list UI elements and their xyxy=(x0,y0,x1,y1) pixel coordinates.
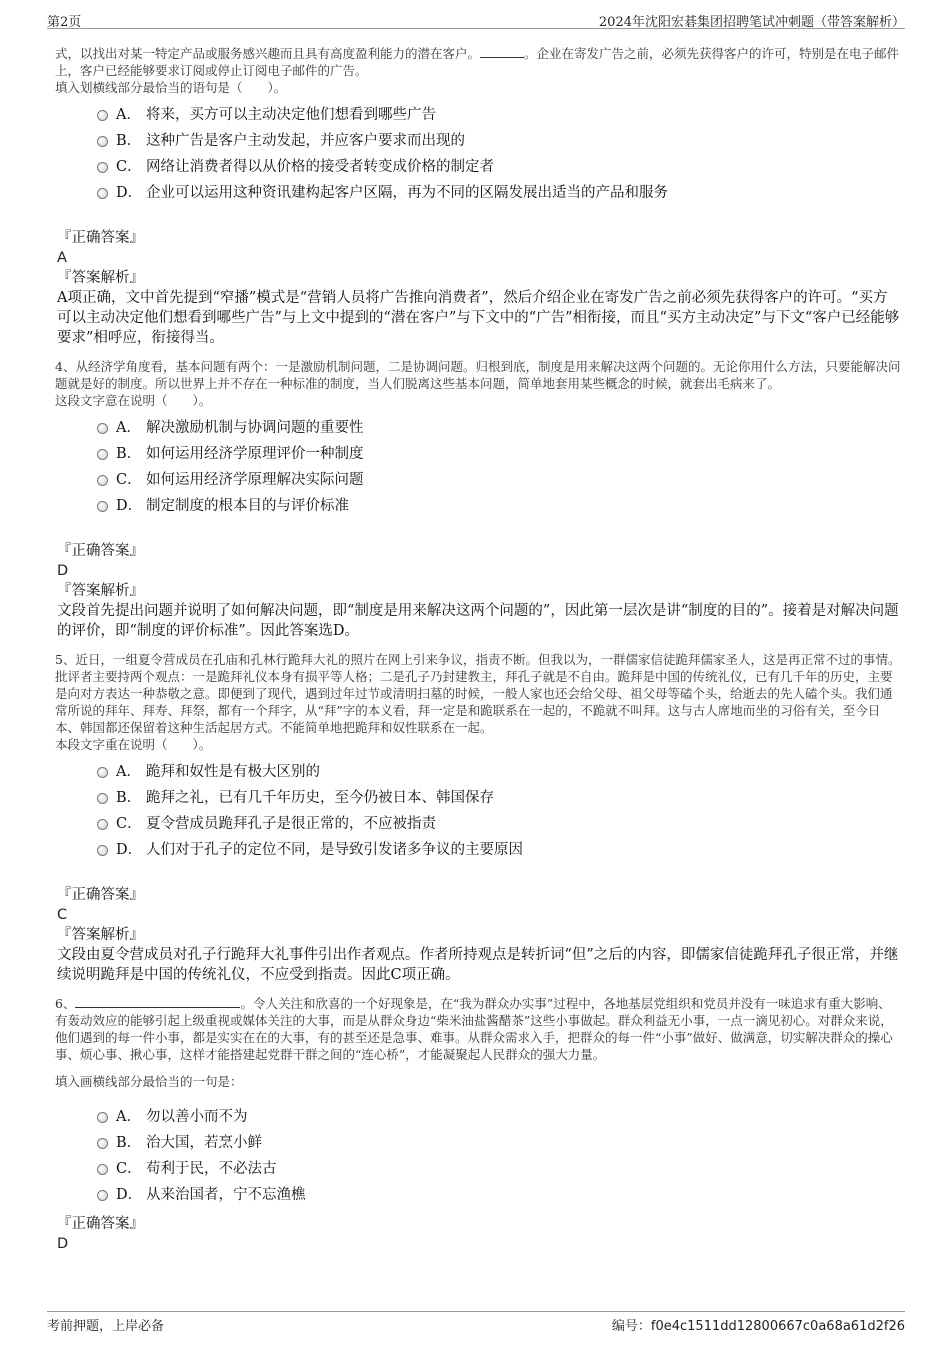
option-a[interactable]: A． 跪拜和奴性是有极大区别的 xyxy=(97,759,902,785)
footer-slogan: 考前押题，上岸必备 xyxy=(47,1319,165,1334)
option-b[interactable]: B． 跪拜之礼，已有几千年历史，至今仍被日本、韩国保存 xyxy=(97,785,902,811)
answer-value: D xyxy=(57,1236,69,1252)
answer-label: 『正确答案』 xyxy=(57,543,144,559)
option-a[interactable]: A． 将来，买方可以主动决定他们想看到哪些广告 xyxy=(97,102,902,128)
analysis-label: 『答案解析』 xyxy=(57,927,144,943)
radio-icon[interactable] xyxy=(97,767,108,778)
question-5 xyxy=(55,651,902,985)
question-3 xyxy=(55,45,902,348)
radio-icon[interactable] xyxy=(97,110,108,121)
radio-icon[interactable] xyxy=(97,423,108,434)
page-footer xyxy=(47,1311,905,1336)
answer-label: 『正确答案』 xyxy=(57,230,144,246)
option-d[interactable]: D． 制定制度的根本目的与评价标准 xyxy=(97,493,902,519)
option-c[interactable]: C． 夏令营成员跪拜孔子是很正常的，不应被指责 xyxy=(97,811,902,837)
question-6 xyxy=(55,995,902,1254)
question-4 xyxy=(55,358,902,641)
option-d[interactable]: D． 企业可以运用这种资讯建构起客户区隔，再为不同的区隔发展出适当的产品和服务 xyxy=(97,180,902,206)
question-4-prompt: 这段文字意在说明（ ）。 xyxy=(55,393,212,408)
question-5-prompt: 本段文字重在说明（ ）。 xyxy=(55,737,212,752)
option-c[interactable]: C． 苟利于民，不必法古 xyxy=(97,1156,902,1182)
answer-value: C xyxy=(57,907,68,923)
question-6-options xyxy=(97,1104,902,1208)
question-4-options xyxy=(97,415,902,519)
page-content xyxy=(55,45,902,1254)
question-3-text: 式，以找出对某一特定产品或服务感兴趣而且具有高度盈利能力的潜在客户。 。企业在寄发广告之前，必须先获得客户的许可，特别是在电子邮件上，客户已经能够要求订阅或停止订阅电子邮件的广告。 xyxy=(55,46,900,78)
answer-value: A xyxy=(57,250,67,266)
answer-value: D xyxy=(57,563,69,579)
radio-icon[interactable] xyxy=(97,845,108,856)
analysis-text: 文段首先提出问题并说明了如何解决问题，即“制度是用来解决这两个问题的”，因此第一层次是讲“制度的目的”。接着是对解决问题的评价，即“制度的评价标准”。因此答案选D。 xyxy=(57,603,899,639)
option-c[interactable]: C． 如何运用经济学原理解决实际问题 xyxy=(97,467,902,493)
question-5-text: 5、近日，一组夏令营成员在孔庙和孔林行跪拜大礼的照片在网上引来争议，指责不断。但我以为，一群儒家信徒跪拜儒家圣人，这是再正常不过的事情。批评者主要持两个观点：一是跪拜礼仪本身有损平等人格；二是孔子乃封建教主，拜孔子就是不自由。跪拜是中国的传统礼仪，已有几千年的历史，主要是向对方表达一种恭敬之意。即便到了现代，遇到过年过节或清明扫墓的时候，一般人家也还会给父母、祖父母等磕个头，给逝去的先人磕个头。我们通常所说的拜年、拜寿、拜祭，都有一个拜字，从“拜”字的本义看，拜一定是和跪联系在一起的，不跪就不叫拜。这与古人席地而坐的习俗有关，至今日本、韩国都还保留着这种生活起居方式。不能简单地把跪拜和奴性联系在一起。 xyxy=(55,652,901,735)
radio-icon[interactable] xyxy=(97,188,108,199)
radio-icon[interactable] xyxy=(97,475,108,486)
question-3-prompt: 填入划横线部分最恰当的语句是（ ）。 xyxy=(55,80,287,95)
fill-blank xyxy=(75,995,240,1008)
page-header xyxy=(47,8,905,29)
radio-icon[interactable] xyxy=(97,793,108,804)
radio-icon[interactable] xyxy=(97,1190,108,1201)
radio-icon[interactable] xyxy=(97,1138,108,1149)
radio-icon[interactable] xyxy=(97,136,108,147)
document-title: 2024年沈阳宏碁集团招聘笔试冲刺题（带答案解析） xyxy=(598,15,905,30)
document-code: 编号：f0e4c1511dd12800667c0a68a61d2f26 xyxy=(611,1319,905,1334)
radio-icon[interactable] xyxy=(97,501,108,512)
radio-icon[interactable] xyxy=(97,1112,108,1123)
fill-blank xyxy=(480,45,524,58)
question-3-options xyxy=(97,102,902,206)
option-c[interactable]: C． 网络让消费者得以从价格的接受者转变成价格的制定者 xyxy=(97,154,902,180)
radio-icon[interactable] xyxy=(97,449,108,460)
radio-icon[interactable] xyxy=(97,819,108,830)
analysis-label: 『答案解析』 xyxy=(57,583,144,599)
analysis-label: 『答案解析』 xyxy=(57,270,144,286)
radio-icon[interactable] xyxy=(97,162,108,173)
option-b[interactable]: B． 如何运用经济学原理评价一种制度 xyxy=(97,441,902,467)
analysis-text: A项正确，文中首先提到“窄播”模式是“营销人员将广告推向消费者”，然后介绍企业在寄发广告之前必须先获得客户的许可。“买方可以主动决定他们想看到哪些广告”与上文中提到的“潜在客户”与下文中的“广告”相衔接，而且“买方主动决定”与下文“客户已经能够要求”相呼应，衔接得当。 xyxy=(57,290,900,346)
answer-label: 『正确答案』 xyxy=(57,887,144,903)
analysis-text: 文段由夏令营成员对孔子行跪拜大礼事件引出作者观点。作者所持观点是转折词“但”之后的内容，即儒家信徒跪拜孔子很正常，并继续说明跪拜是中国的传统礼仪，不应受到指责。因此C项正确。 xyxy=(57,947,899,983)
option-d[interactable]: D． 人们对于孔子的定位不同，是导致引发诸多争议的主要原因 xyxy=(97,837,902,863)
answer-label: 『正确答案』 xyxy=(57,1216,144,1232)
option-a[interactable]: A． 解决激励机制与协调问题的重要性 xyxy=(97,415,902,441)
option-a[interactable]: A． 勿以善小而不为 xyxy=(97,1104,902,1130)
question-4-text: 4、从经济学角度看，基本问题有两个：一是激励机制问题，二是协调问题。归根到底，制度是用来解决这两个问题的。无论你用什么方法，只要能解决问题就是好的制度。所以世界上并不存在一种标准的制度，当人们脱离这些基本问题，简单地套用某些概念的时候，就套出毛病来了。 xyxy=(55,359,901,391)
page-number: 第2页 xyxy=(47,15,82,30)
option-d[interactable]: D． 从来治国者，宁不忘渔樵 xyxy=(97,1182,902,1208)
question-6-prompt: 填入画横线部分最恰当的一句是： xyxy=(55,1074,243,1089)
question-5-options xyxy=(97,759,902,863)
option-b[interactable]: B． 治大国，若烹小鲜 xyxy=(97,1130,902,1156)
option-b[interactable]: B． 这种广告是客户主动发起，并应客户要求而出现的 xyxy=(97,128,902,154)
question-6-text: 6、 。令人关注和欣喜的一个好现象是，在“我为群众办实事”过程中，各地基层党组织和党员并没有一味追求有重大影响、有轰动效应的能够引起上级重视或媒体关注的大事，而是从群众身边“柴米油盐酱醋茶”这些小事做起。群众利益无小事，一点一滴见初心。对群众来说，他们遇到的每一件小事，都是实实在在的大事，有的甚至还是急事、难事。从群众需求入手，把群众的每一件“小事”做好、做满意，切实解决群众的操心事、烦心事、揪心事，这样才能搭建起党群干群之间的“连心桥”，才能凝聚起人民群众的强大力量。 xyxy=(55,996,893,1062)
radio-icon[interactable] xyxy=(97,1164,108,1175)
